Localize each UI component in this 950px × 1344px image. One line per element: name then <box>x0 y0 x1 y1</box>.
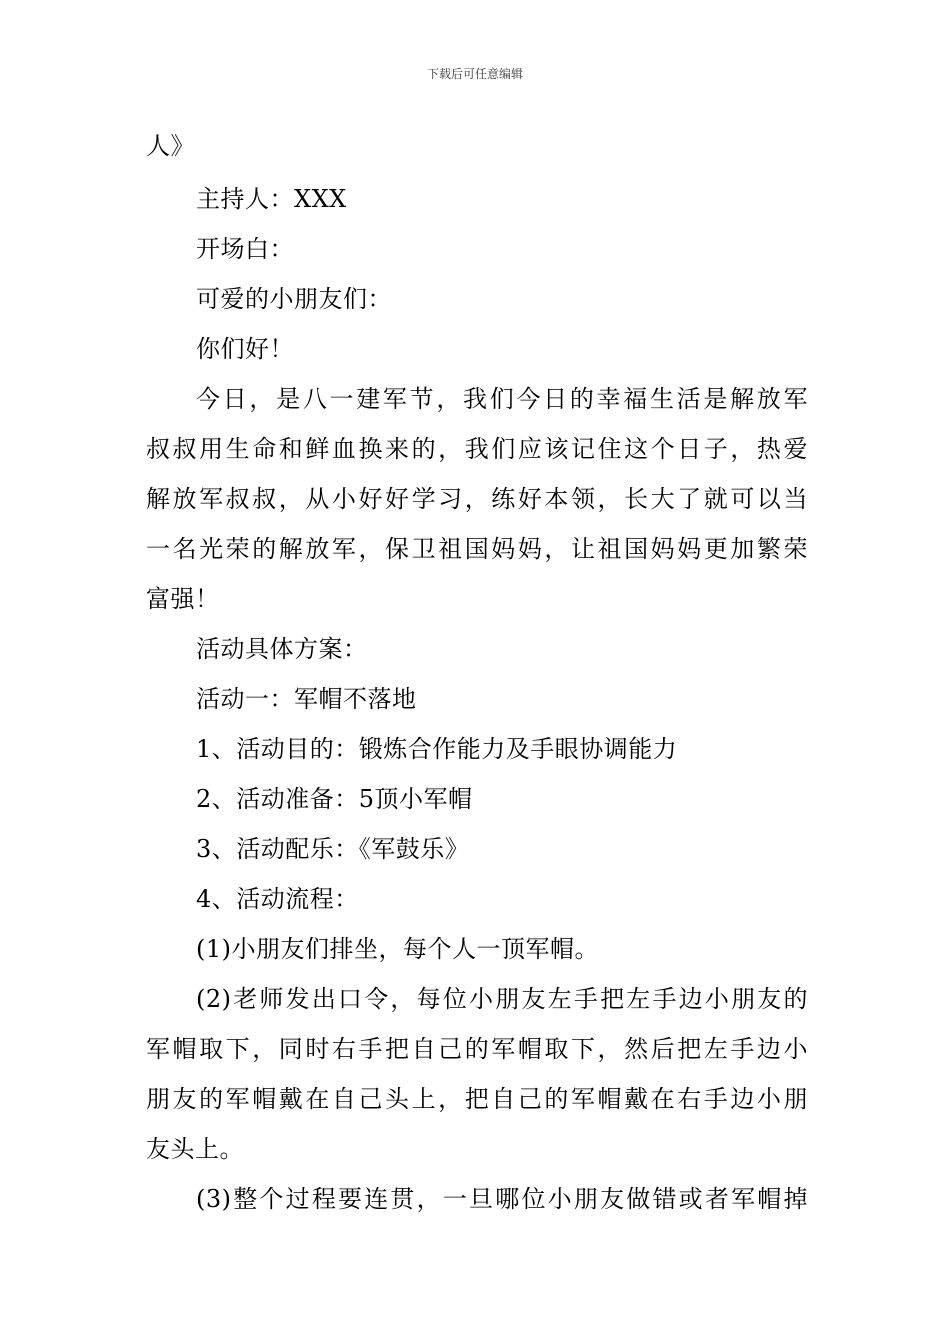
list-item: 4、活动流程： <box>196 885 359 913</box>
paragraph-line: 友头上。 <box>146 1135 244 1163</box>
paragraph-line: 今日，是八一建军节，我们今日的幸福生活是解放军 <box>196 385 808 413</box>
list-item: 3、活动配乐：《军鼓乐》 <box>196 835 470 863</box>
page-header-note: 下载后可任意编辑 <box>426 67 523 81</box>
paragraph-line: 军帽取下，同时右手把自己的军帽取下，然后把左手边小 <box>146 1035 808 1063</box>
step-item: (3)整个过程要连贯，一旦哪位小朋友做错或者军帽掉 <box>196 1185 808 1213</box>
list-item: 2、活动准备：5顶小军帽 <box>196 785 473 813</box>
paragraph-line: 富强！ <box>146 585 220 613</box>
host-line: 主持人：XXX <box>196 185 347 213</box>
paragraph-line: 朋友的军帽戴在自己头上，把自己的军帽戴在右手边小朋 <box>146 1085 808 1113</box>
list-item: 1、活动目的：锻炼合作能力及手眼协调能力 <box>196 735 678 763</box>
paragraph-line: 叔叔用生命和鲜血换来的，我们应该记住这个日子，热爱 <box>146 435 808 463</box>
paragraph-line: 一名光荣的解放军，保卫祖国妈妈，让祖国妈妈更加繁荣 <box>146 535 808 563</box>
section-heading: 活动具体方案： <box>196 635 368 663</box>
paragraph-line: 解放军叔叔，从小好好学习，练好本领，长大了就可以当 <box>146 485 808 513</box>
opening-heading: 开场白： <box>196 235 294 263</box>
step-item: (1)小朋友们排坐，每个人一顶军帽。 <box>196 935 599 963</box>
greeting-line: 可爱的小朋友们： <box>196 285 392 313</box>
activity-title: 活动一：军帽不落地 <box>196 685 417 713</box>
greeting-line: 你们好！ <box>196 335 294 363</box>
step-item: (2)老师发出口令，每位小朋友左手把左手边小朋友的 <box>196 985 808 1013</box>
text-line: 人》 <box>146 132 195 160</box>
